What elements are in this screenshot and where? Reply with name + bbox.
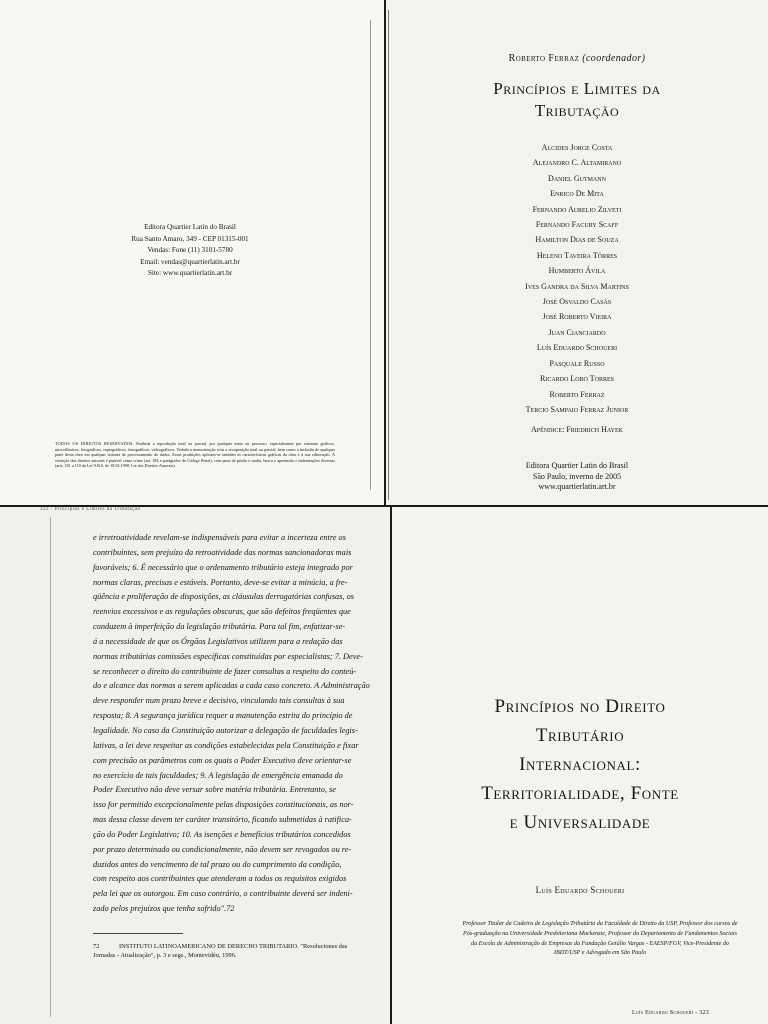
author-name: Luís Eduardo Schoueri — [536, 343, 618, 353]
footnote — [93, 942, 368, 960]
body-line: favoráveis; 6. É necessário que o ordenamento tributário esteja integrado por — [93, 562, 353, 572]
chapter-title-line: e Universalidade — [509, 812, 651, 833]
body-text — [93, 531, 375, 917]
body-line: á a necessidade de que os Órgãos Legislativos utilizem para a redação das — [93, 636, 343, 646]
coordinator — [386, 53, 768, 64]
publisher-line: www.quartierlatin.art.br — [538, 482, 616, 491]
running-head: 322 - Princípios e Limites da Tributação — [40, 507, 141, 512]
publisher-line: Editora Quartier Latin do Brasil — [144, 223, 236, 231]
coordinator-name: Roberto Ferraz — [508, 53, 580, 64]
author-name: Enrico De Mita — [550, 189, 604, 199]
rights-heading: TODOS OS DIREITOS RESERVADOS. — [55, 441, 134, 446]
appendix-line: Apêndice: Friedrich Hayek — [530, 425, 623, 434]
rights-notice — [55, 441, 335, 469]
body-line: com precisão os parâmetros com os quais o Poder Executivo deve orientar-se — [93, 755, 352, 765]
author-name: Tercio Sampaio Ferraz Junior — [525, 404, 629, 414]
author-name: Roberto Ferraz — [549, 389, 605, 399]
gutter-line — [370, 20, 371, 490]
publisher-line: Vendas: Fone (11) 3101-5780 — [147, 246, 233, 255]
book-title-line: Princípios e Limites da — [493, 79, 661, 98]
body-line: contribuintes, sem prejuízo da retroatividade das normas sancionadoras mais — [93, 547, 352, 557]
footnote-rule — [93, 933, 183, 934]
footnote-text: INSTITUTO LATINOAMERICANO DE DERECHO TRIBUTARIO. "Resoluciones das Jornadas - Atualização", p. 3 e segs., Montevidéu, 1996. — [93, 943, 348, 959]
body-line: mas dessa classe devem ter caráter transitório, ficando submetidas à ratifica- — [93, 815, 352, 825]
body-line: resposta; 8. A segurança jurídica requer a manutenção estrita do princípio de — [93, 711, 353, 721]
title-page — [386, 0, 768, 505]
body-line: deve responder num prazo breve e decisivo, vinculando tais consultas à sua — [93, 696, 345, 706]
title-publisher-block — [386, 461, 768, 493]
author-name: Alcides Jorge Costa — [541, 143, 613, 152]
chapter-author-bio: Professor Titular da Cadeira de Legislação Tributária da Faculdade de Direito da USP, Professor dos cursos de Pós-graduação na Universidade Presbiteriana Mackenzie, Professor do Departamento de Fundamentos Sociais da Escola de Administração de Empresas da Fundação Getúlio Vargas - EAESP/FGV, Vice-Presidente do IBDT/USP e Advogado em São Paulo — [462, 921, 738, 957]
book-title — [386, 78, 768, 122]
body-line: Poder Executivo não deve versar sobre matéria tributária. Entretanto, se — [93, 785, 336, 795]
body-line: e irretroatividade revelam-se indispensáveis para evitar a incerteza entre os — [93, 533, 346, 542]
author-name: Humberto Ávila — [548, 266, 606, 276]
body-line: do e alcance das normas a serem aplicadas a cada caso concreto. A Administração — [93, 681, 370, 691]
body-line: duzidos antes do vencimento de tal prazo ou do cumprimento da condição, — [93, 859, 342, 869]
body-line: qüência e proliferação de disposições, as cláusulas derrogatórias confusas, os — [93, 592, 354, 602]
body-line: zado pelos prejuízos que tenha sofrido".72 — [93, 904, 235, 914]
body-line: isso for permitido excepcionalmente pelas disposições constitucionais, as nor- — [93, 800, 354, 810]
gutter-line — [50, 517, 51, 1017]
author-name: Juan Cianciardo — [548, 327, 606, 337]
body-line: ção do Poder Legislativo; 10. As isenções e benefícios tributários concedidos — [93, 829, 351, 839]
body-line: reenvios excessivos e as regulações obscuras, que são defeitos freqüentes que — [93, 607, 351, 617]
publisher-line: Email: vendas@quartierlatin.art.br — [140, 257, 240, 266]
publisher-line: Rua Santo Amaro, 349 - CEP 01315-001 — [131, 234, 249, 243]
footnote-number: 72 — [93, 943, 100, 950]
author-name: Hamilton Dias de Souza — [535, 235, 619, 245]
author-list — [386, 140, 768, 417]
body-line: lativas, a lei deve respeitar as condições estabelecidas pela Constituição e fixar — [93, 740, 359, 750]
chapter-title-line: Tributário — [535, 725, 625, 746]
author-name: Ives Gandra da Silva Martins — [525, 281, 629, 291]
body-line: com respeito aos contribuintes que atenderam a todos os requisitos exigidos — [93, 874, 347, 884]
page-footer: Luís Eduardo Schoueri - 323 — [632, 1010, 710, 1016]
body-line: se reconhecer o direito do contribuinte de fazer consultas a respeito do conteú- — [93, 666, 357, 676]
copyright-page — [0, 0, 384, 505]
author-name: José Roberto Vieira — [542, 312, 612, 322]
publisher-line: Site: www.quartierlatin.art.br — [147, 269, 233, 278]
body-line: pela lei que os outorgou. Em caso contrário, o contribuinte deverá ser indeni- — [93, 889, 353, 899]
book-title-line: Tributação — [534, 101, 620, 120]
coordinator-role: (coordenador) — [582, 53, 646, 64]
author-name: José Osvaldo Casás — [542, 297, 612, 307]
body-line: conduzem à imperfeição da legislação tributária. Para tal fim, enfatizar-se- — [93, 622, 346, 632]
body-line: normas tributárias comissões específicas constituídas por especialistas; 7. Deve- — [93, 651, 363, 661]
author-name: Ricardo Lobo Torres — [540, 374, 614, 384]
author-name: Pasquale Russo — [549, 358, 605, 368]
chapter-title-line: Territorialidade, Fonte — [481, 783, 679, 804]
body-line: legalidade. No caso da Constituição autorizar a delegação de faculdades legis- — [93, 725, 358, 735]
chapter-author: Luís Eduardo Schoueri — [535, 885, 625, 895]
author-name: Daniel Gutmann — [548, 173, 606, 183]
publisher-line: São Paulo, inverno de 2005 — [532, 471, 622, 481]
author-name: Alejandro C. Altamirano — [532, 158, 622, 168]
chapter-title-line: Princípios no Direito — [494, 696, 666, 717]
publisher-line: Editora Quartier Latin do Brasil — [525, 461, 629, 470]
chapter-title — [392, 692, 768, 837]
chapter-title-line: Internacional: — [519, 754, 641, 775]
body-line: por prazo determinado ou condicionalmente, não devem ser revogados ou re- — [93, 844, 352, 854]
body-line: no exercício de tais faculdades; 9. A legislação de emergência emanada do — [93, 770, 343, 780]
author-name: Fernando Aurelio Zilveti — [532, 204, 622, 214]
author-name: Fernando Facury Scaff — [535, 220, 619, 230]
author-name: Heleno Taveira Tôrres — [536, 250, 618, 260]
body-line: normas claras, precisas e estáveis. Portanto, deve-se evitar a minúcia, a fre- — [93, 577, 348, 587]
rights-text: Proibida a reprodução total ou parcial, por qualquer meio ou processo, especialmente por sistemas gráficos, microfílmicos, fotográficos, reprográficos, fonográficos, videográficos. Vedada a memorização e/ou a recuperação total ou parcial, bem como a inclusão de qualquer parte desta obra em qualquer sistema de processamento de dados. Essas proibições aplicam-se também às características gráficas da obra e à sua editoração. A violação dos direitos autorais é punível como crime (art. 184 e parágrafos do Código Penal), com pena de prisão e multa, busca e apreensão e indenizações diversas (arts. 101 a 110 da Lei 9.610, de 19.02.1998, Lei dos Direitos Autorais). — [55, 441, 336, 469]
publisher-block — [95, 222, 285, 280]
